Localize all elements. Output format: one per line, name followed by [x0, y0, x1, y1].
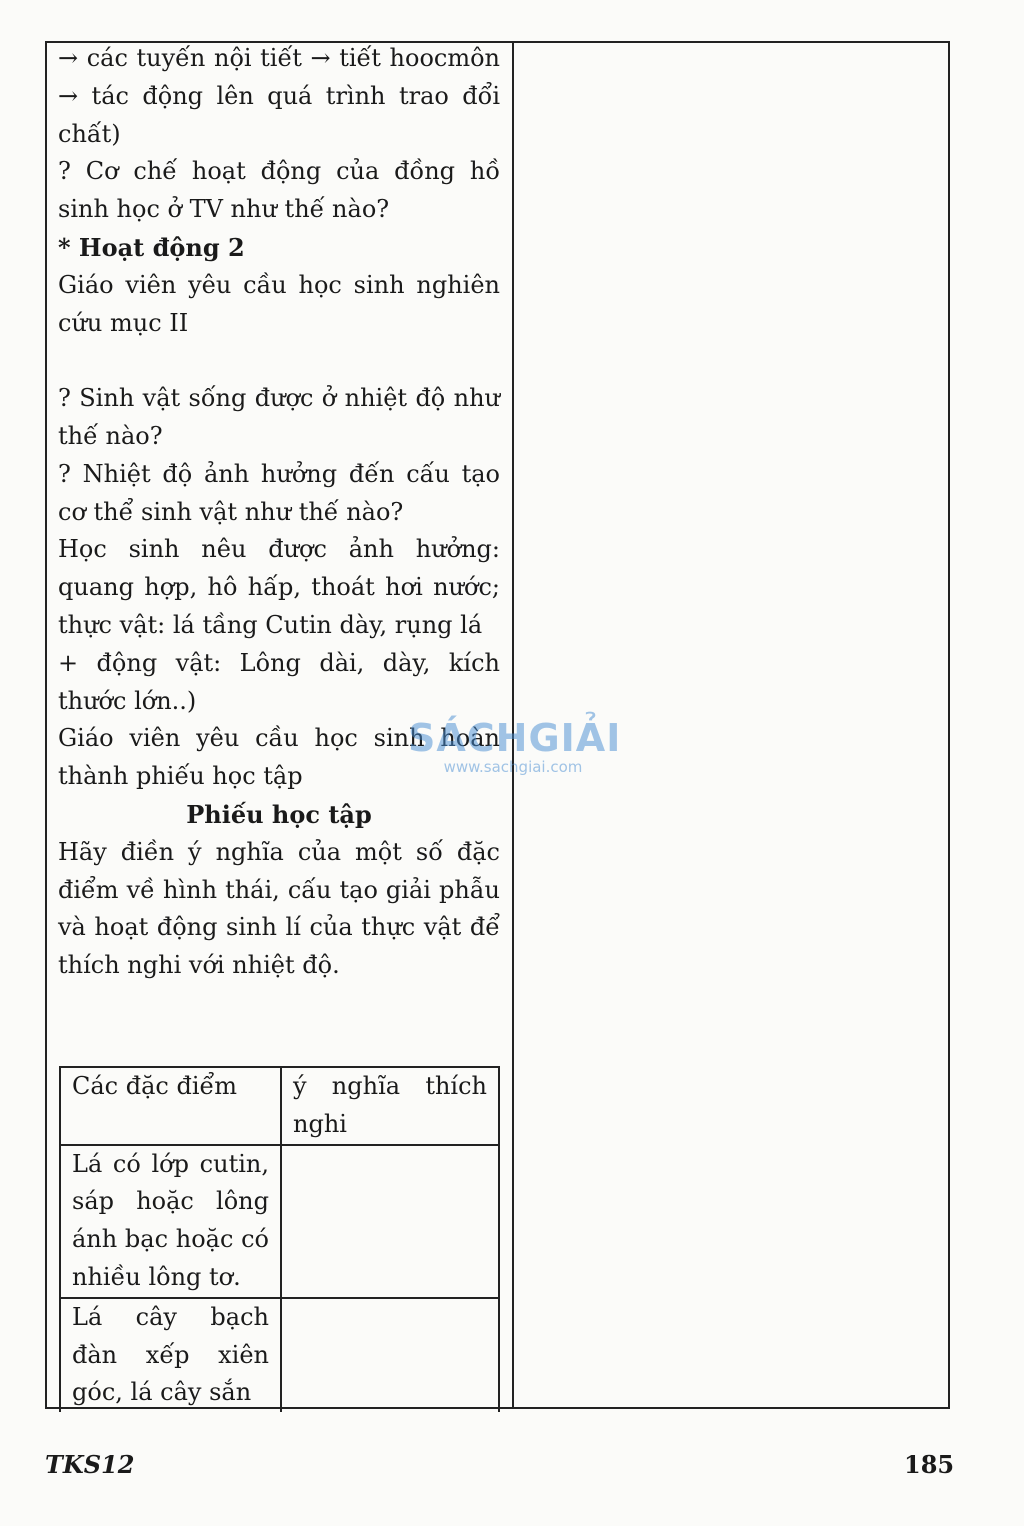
table-cell	[281, 1145, 499, 1298]
text-line: + động vật: Lông dài, dày, kích thước lớn..)	[58, 648, 500, 715]
table-row	[60, 1145, 499, 1298]
worksheet-instruction: Hãy điền ý nghĩa của một số đặc điểm về hình thái, cấu tạo giải phẫu và hoạt động sinh lí của thực vật để thích nghi với nhiệt độ.	[58, 837, 500, 980]
table-cell: Lá cây bạch đàn xếp xiên góc, lá cây sắn	[60, 1298, 281, 1412]
blank-line	[58, 342, 500, 380]
worksheet-table	[59, 1066, 500, 1412]
text-line: ? Nhiệt độ ảnh hưởng đến cấu tạo cơ thể sinh vật như thế nào?	[58, 459, 500, 526]
text-line: ? Sinh vật sống được ở nhiệt độ như thế nào?	[58, 384, 500, 450]
text-line: Học sinh nêu được ảnh hưởng: quang hợp, hô hấp, thoát hơi nước; thực vật: lá tầng Cutin dày, rụng lá	[58, 535, 500, 639]
table-row	[60, 1298, 499, 1412]
watermark-name: SÁCHGIẢI	[408, 716, 622, 760]
watermark-url: www.sachgiai.com	[443, 758, 583, 776]
activity-heading: * Hoạt động 2	[58, 232, 245, 262]
table-header-cell: Các đặc điểm	[60, 1067, 281, 1145]
footer-book-code: TKS12	[45, 1450, 135, 1479]
worksheet-title: Phiếu học tập	[186, 799, 372, 829]
text-line: ? Cơ chế hoạt động của đồng hồ sinh học ở TV như thế nào?	[58, 157, 500, 224]
text-line: Giáo viên yêu cầu học sinh hoàn thành phiếu học tập	[58, 724, 500, 791]
table-header-row	[60, 1067, 499, 1145]
table-cell: Lá có lớp cutin, sáp hoặc lông ánh bạc hoặc có nhiều lông tơ.	[60, 1145, 281, 1298]
text-line: → các tuyến nội tiết → tiết hoocmôn → tác động lên quá trình trao đổi chất)	[58, 44, 500, 148]
text-line: Giáo viên yêu cầu học sinh nghiên cứu mục II	[58, 270, 500, 337]
table-cell	[281, 1298, 499, 1412]
watermark	[408, 716, 622, 776]
page-number: 185	[904, 1450, 955, 1479]
left-column	[58, 40, 500, 985]
table-header-cell: ý nghĩa thích nghi	[281, 1067, 499, 1145]
